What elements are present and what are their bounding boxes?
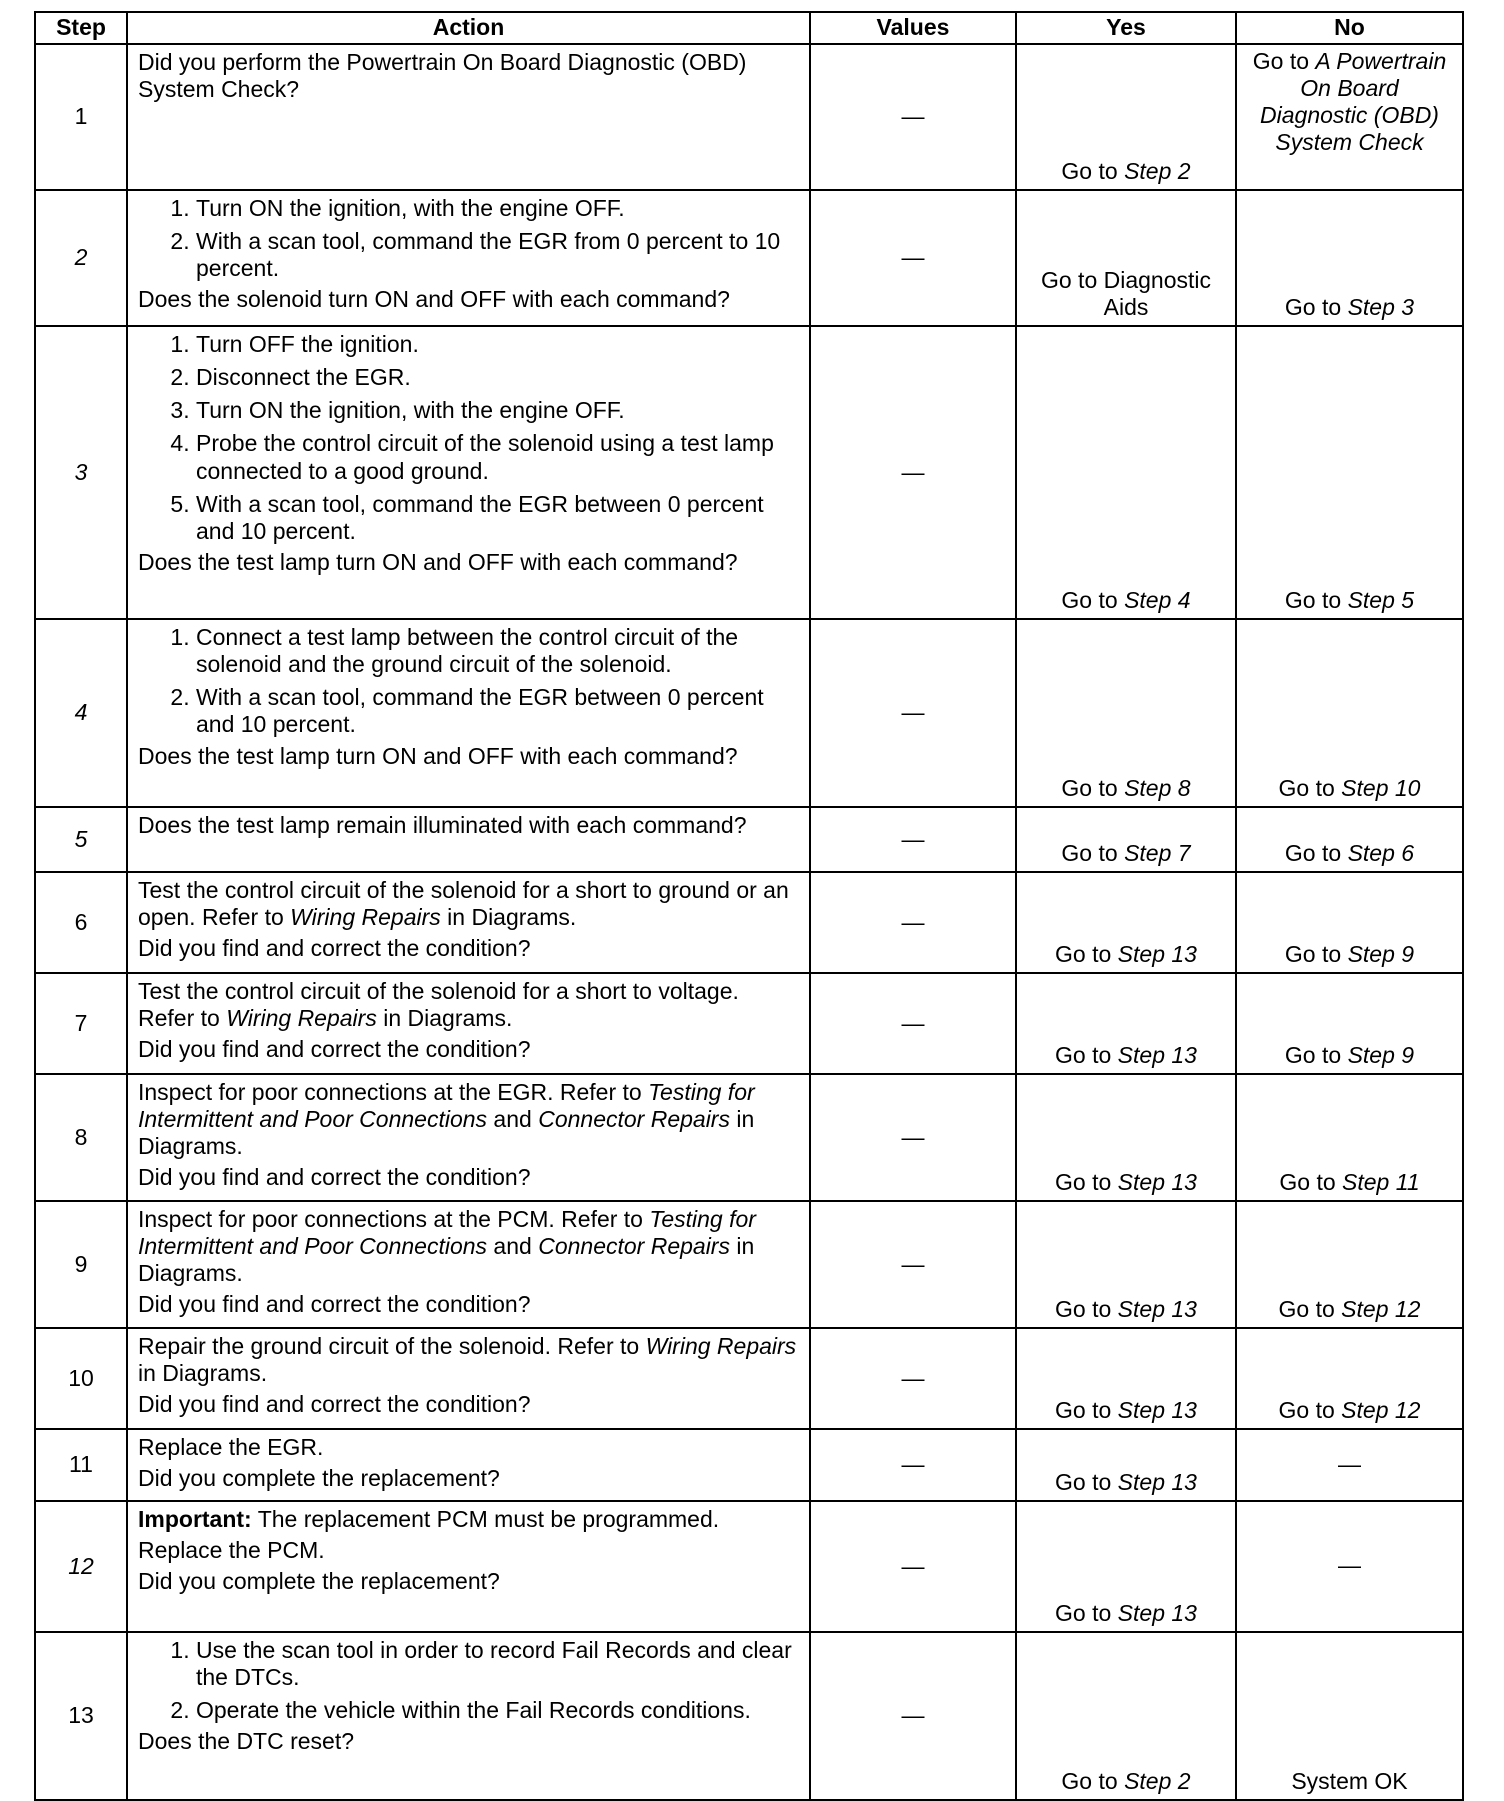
- text-run: Step 13: [1117, 1168, 1197, 1195]
- values-dash: —: [901, 825, 925, 852]
- action-text: [138, 812, 801, 839]
- text-run: With a scan tool, command the EGR between 0 percent and 10 percent.: [196, 684, 764, 738]
- values-dash: —: [901, 1451, 925, 1478]
- action-text: [138, 978, 801, 1032]
- table-row: [35, 1328, 1463, 1429]
- text-run: Step 12: [1341, 1396, 1421, 1423]
- text-run: in Diagrams.: [138, 1233, 755, 1287]
- values-cell: [810, 807, 1016, 872]
- values-cell: [810, 619, 1016, 807]
- step-number-cell: 9: [35, 1201, 127, 1328]
- action-text: [138, 1465, 801, 1492]
- action-cell: [127, 1328, 810, 1429]
- action-cell: [127, 1201, 810, 1328]
- text-run: Inspect for poor connections at the PCM. Refer to: [138, 1206, 650, 1232]
- text-run: Step 4: [1124, 586, 1191, 613]
- values-dash: —: [901, 1552, 925, 1579]
- action-text: [138, 877, 801, 931]
- text-run: Go to: [1055, 1599, 1118, 1626]
- text-run: Wiring Repairs: [226, 1005, 377, 1032]
- text-run: Did you find and correct the condition?: [138, 935, 531, 962]
- text-run: Step 8: [1124, 774, 1191, 801]
- text-run: Go to: [1055, 1295, 1118, 1322]
- text-run: Wiring Repairs: [290, 904, 441, 931]
- values-cell: [810, 190, 1016, 326]
- yes-cell: [1016, 619, 1236, 807]
- text-run: Step 2: [1124, 157, 1191, 184]
- values-cell: [810, 44, 1016, 190]
- table-row: [35, 872, 1463, 973]
- table-row: [35, 1074, 1463, 1201]
- step-number-cell: 13: [35, 1632, 127, 1800]
- step-number-cell: 6: [35, 872, 127, 973]
- yes-cell: [1016, 1328, 1236, 1429]
- no-cell: [1236, 1501, 1463, 1632]
- text-run: Does the test lamp turn ON and OFF with each command?: [138, 548, 738, 575]
- action-cell: [127, 190, 810, 326]
- text-run: Step 10: [1341, 774, 1421, 801]
- text-run: Step 13: [1117, 1041, 1197, 1068]
- no-cell: [1236, 872, 1463, 973]
- action-cell: [127, 1429, 810, 1501]
- text-run: Step 13: [1117, 1468, 1197, 1495]
- text-run: Step 13: [1117, 1599, 1197, 1626]
- action-text: [138, 1333, 801, 1387]
- values-dash: —: [901, 1123, 925, 1150]
- values-cell: [810, 326, 1016, 619]
- action-text: [138, 1391, 801, 1418]
- action-steps-list: [138, 195, 801, 282]
- table-row: [35, 973, 1463, 1074]
- text-run: The replacement PCM must be programmed.: [251, 1506, 720, 1532]
- text-run: Go to: [1055, 1168, 1118, 1195]
- values-dash: —: [901, 458, 925, 485]
- text-run: Replace the EGR.: [138, 1434, 324, 1460]
- action-text: [138, 549, 801, 576]
- text-run: Go to: [1279, 1168, 1343, 1195]
- action-step-item: [196, 491, 801, 545]
- no-cell: [1236, 1632, 1463, 1800]
- no-cell: [1236, 190, 1463, 326]
- text-run: Step 7: [1124, 839, 1191, 866]
- step-number-cell: 11: [35, 1429, 127, 1501]
- header-row: [35, 12, 1463, 44]
- text-run: System OK: [1291, 1767, 1408, 1794]
- text-run: Go to: [1061, 839, 1125, 866]
- text-run: Does the DTC reset?: [138, 1728, 355, 1755]
- step-number-cell: 10: [35, 1328, 127, 1429]
- action-cell: [127, 326, 810, 619]
- action-step-item: [196, 331, 801, 358]
- text-run: and: [487, 1106, 539, 1133]
- text-run: Wiring Repairs: [645, 1333, 797, 1359]
- text-run: Go to: [1061, 157, 1125, 184]
- step-number-cell: 7: [35, 973, 127, 1074]
- values-dash: —: [901, 699, 925, 726]
- yes-cell: [1016, 190, 1236, 326]
- text-run: Step 6: [1347, 839, 1415, 866]
- values-dash: —: [901, 1009, 925, 1036]
- action-step-item: [196, 684, 801, 738]
- action-cell: [127, 1074, 810, 1201]
- text-run: in Diagrams.: [138, 1106, 755, 1160]
- text-run: Testing for Intermittent and Poor Connections: [138, 1206, 756, 1260]
- header-yes: Yes: [1016, 12, 1236, 44]
- text-run: and: [487, 1233, 539, 1260]
- text-run: A Powertrain On Board Diagnostic (OBD) System Check: [1260, 48, 1447, 156]
- action-step-item: [196, 228, 801, 282]
- text-run: in Diagrams.: [138, 1360, 268, 1387]
- action-text: [138, 286, 801, 313]
- action-step-item: [196, 397, 801, 424]
- header-step: Step: [35, 12, 127, 44]
- yes-cell: [1016, 973, 1236, 1074]
- text-run: With a scan tool, command the EGR between 0 percent and 10 percent.: [196, 490, 764, 544]
- text-run: Inspect for poor connections at the EGR. Refer to: [138, 1079, 649, 1105]
- action-cell: [127, 807, 810, 872]
- text-run: Go to: [1284, 293, 1348, 320]
- text-run: Test the control circuit of the solenoid for a short to ground or an open. Refer to: [138, 877, 789, 931]
- values-dash: —: [901, 1364, 925, 1391]
- text-run: Go to: [1278, 1295, 1342, 1322]
- yes-cell: [1016, 872, 1236, 973]
- table-row: [35, 1632, 1463, 1800]
- action-text: [138, 1537, 801, 1564]
- values-cell: [810, 973, 1016, 1074]
- text-run: Step 13: [1117, 1396, 1197, 1423]
- action-step-item: [196, 364, 801, 391]
- header-values: Values: [810, 12, 1016, 44]
- diagnostic-table: [34, 11, 1464, 1801]
- step-number-cell: 2: [35, 190, 127, 326]
- text-run: Go to: [1061, 1767, 1125, 1794]
- text-run: Did you find and correct the condition?: [138, 1164, 531, 1191]
- table-row: [35, 1501, 1463, 1632]
- action-step-item: [196, 1697, 801, 1724]
- no-cell: [1236, 1328, 1463, 1429]
- text-run: Go to: [1278, 774, 1342, 801]
- action-cell: [127, 1632, 810, 1800]
- action-text: [138, 1206, 801, 1287]
- text-run: Use the scan tool in order to record Fail Records and clear the DTCs.: [196, 1637, 792, 1691]
- text-run: Does the test lamp remain illuminated with each command?: [138, 812, 747, 838]
- text-run: Did you complete the replacement?: [138, 1465, 500, 1492]
- text-run: Step 3: [1347, 293, 1415, 320]
- no-cell: [1236, 44, 1463, 190]
- text-run: Operate the vehicle within the Fail Records conditions.: [196, 1697, 751, 1724]
- text-run: With a scan tool, command the EGR from 0 percent to 10 percent.: [196, 228, 781, 282]
- values-cell: [810, 1501, 1016, 1632]
- action-cell: [127, 973, 810, 1074]
- text-run: —: [1338, 1552, 1361, 1579]
- text-run: Go to: [1055, 1468, 1118, 1495]
- table-body: [35, 44, 1463, 1800]
- values-cell: [810, 1201, 1016, 1328]
- step-number-cell: 8: [35, 1074, 127, 1201]
- text-run: Step 2: [1124, 1767, 1191, 1794]
- text-run: Go to: [1055, 940, 1118, 967]
- step-number-cell: 5: [35, 807, 127, 872]
- text-run: Go to: [1278, 1396, 1342, 1423]
- no-cell: [1236, 1074, 1463, 1201]
- text-run: Step 13: [1117, 940, 1197, 967]
- yes-cell: [1016, 1201, 1236, 1328]
- action-text: [138, 1506, 801, 1533]
- text-run: Connector Repairs: [538, 1106, 730, 1133]
- text-run: Turn OFF the ignition.: [196, 331, 419, 357]
- diagnostic-table-sheet: [34, 11, 1462, 1801]
- text-run: Test the control circuit of the solenoid for a short to voltage. Refer to: [138, 978, 739, 1032]
- action-text: [138, 935, 801, 962]
- action-steps-list: [138, 624, 801, 739]
- action-step-item: [196, 1637, 801, 1691]
- action-step-item: [196, 624, 801, 678]
- values-dash: —: [901, 1250, 925, 1277]
- table-row: [35, 1429, 1463, 1501]
- text-run: Go to Diagnostic Aids: [1040, 266, 1212, 320]
- text-run: Does the solenoid turn ON and OFF with each command?: [138, 286, 730, 313]
- action-text: [138, 1036, 801, 1063]
- text-run: Go to: [1284, 839, 1348, 866]
- values-cell: [810, 1074, 1016, 1201]
- action-cell: [127, 44, 810, 190]
- yes-cell: [1016, 807, 1236, 872]
- text-run: Did you find and correct the condition?: [138, 1391, 531, 1418]
- table-row: [35, 807, 1463, 872]
- text-run: Step 9: [1347, 1041, 1415, 1068]
- text-run: Go to: [1284, 586, 1348, 613]
- action-text: [138, 49, 801, 103]
- values-dash: —: [901, 1702, 925, 1729]
- action-text: [138, 1568, 801, 1595]
- no-cell: [1236, 619, 1463, 807]
- text-run: Testing for Intermittent and Poor Connections: [138, 1079, 755, 1133]
- text-run: Did you perform the Powertrain On Board Diagnostic (OBD) System Check?: [138, 49, 747, 103]
- text-run: Did you find and correct the condition?: [138, 1291, 531, 1318]
- text-run: Probe the control circuit of the solenoid using a test lamp connected to a good ground.: [196, 430, 774, 484]
- step-number-cell: 4: [35, 619, 127, 807]
- values-dash: —: [901, 103, 925, 130]
- text-run: Go to: [1252, 48, 1316, 74]
- text-run: in Diagrams.: [376, 1005, 513, 1032]
- text-run: Go to: [1055, 1396, 1118, 1423]
- action-steps-list: [138, 1637, 801, 1724]
- text-run: Did you complete the replacement?: [138, 1568, 500, 1595]
- step-number-cell: 1: [35, 44, 127, 190]
- yes-cell: [1016, 326, 1236, 619]
- values-cell: [810, 1632, 1016, 1800]
- action-cell: [127, 1501, 810, 1632]
- text-run: Go to: [1284, 1041, 1348, 1068]
- values-cell: [810, 1429, 1016, 1501]
- text-run: Step 11: [1342, 1168, 1420, 1195]
- text-run: Important:: [138, 1506, 252, 1532]
- action-text: [138, 1164, 801, 1191]
- text-run: Connect a test lamp between the control circuit of the solenoid and the ground circuit of the solenoid.: [196, 624, 739, 678]
- values-cell: [810, 1328, 1016, 1429]
- text-run: Step 13: [1117, 1295, 1197, 1322]
- text-run: Does the test lamp turn ON and OFF with each command?: [138, 742, 738, 769]
- text-run: Go to: [1061, 774, 1125, 801]
- step-number-cell: 3: [35, 326, 127, 619]
- text-run: Replace the PCM.: [138, 1537, 325, 1564]
- action-step-item: [196, 195, 801, 222]
- yes-cell: [1016, 1501, 1236, 1632]
- action-steps-list: [138, 331, 801, 545]
- header-no: No: [1236, 12, 1463, 44]
- header-action: Action: [127, 12, 810, 44]
- text-run: —: [1338, 1450, 1361, 1477]
- action-step-item: [196, 430, 801, 484]
- values-dash: —: [901, 244, 925, 271]
- yes-cell: [1016, 1632, 1236, 1800]
- no-cell: [1236, 1201, 1463, 1328]
- text-run: Repair the ground circuit of the solenoid. Refer to: [138, 1333, 646, 1359]
- table-row: [35, 1201, 1463, 1328]
- table-row: [35, 190, 1463, 326]
- text-run: Disconnect the EGR.: [196, 364, 411, 391]
- no-cell: [1236, 807, 1463, 872]
- action-text: [138, 1728, 801, 1755]
- action-cell: [127, 872, 810, 973]
- text-run: Step 5: [1347, 586, 1415, 613]
- no-cell: [1236, 1429, 1463, 1501]
- text-run: Step 12: [1341, 1295, 1421, 1322]
- text-run: Did you find and correct the condition?: [138, 1036, 531, 1063]
- action-text: [138, 1434, 801, 1461]
- action-text: [138, 1079, 801, 1160]
- action-text: [138, 743, 801, 770]
- action-text: [138, 1291, 801, 1318]
- table-row: [35, 326, 1463, 619]
- yes-cell: [1016, 1429, 1236, 1501]
- text-run: Go to: [1061, 586, 1125, 613]
- text-run: Go to: [1284, 940, 1348, 967]
- text-run: Go to: [1055, 1041, 1118, 1068]
- text-run: Turn ON the ignition, with the engine OFF.: [196, 397, 625, 424]
- no-cell: [1236, 326, 1463, 619]
- no-cell: [1236, 973, 1463, 1074]
- text-run: Step 9: [1347, 940, 1415, 967]
- values-dash: —: [901, 908, 925, 935]
- step-number-cell: 12: [35, 1501, 127, 1632]
- yes-cell: [1016, 44, 1236, 190]
- table-row: [35, 619, 1463, 807]
- yes-cell: [1016, 1074, 1236, 1201]
- values-cell: [810, 872, 1016, 973]
- text-run: in Diagrams.: [440, 904, 577, 931]
- table-row: [35, 44, 1463, 190]
- action-cell: [127, 619, 810, 807]
- text-run: Connector Repairs: [538, 1233, 730, 1260]
- text-run: Turn ON the ignition, with the engine OFF.: [196, 195, 625, 221]
